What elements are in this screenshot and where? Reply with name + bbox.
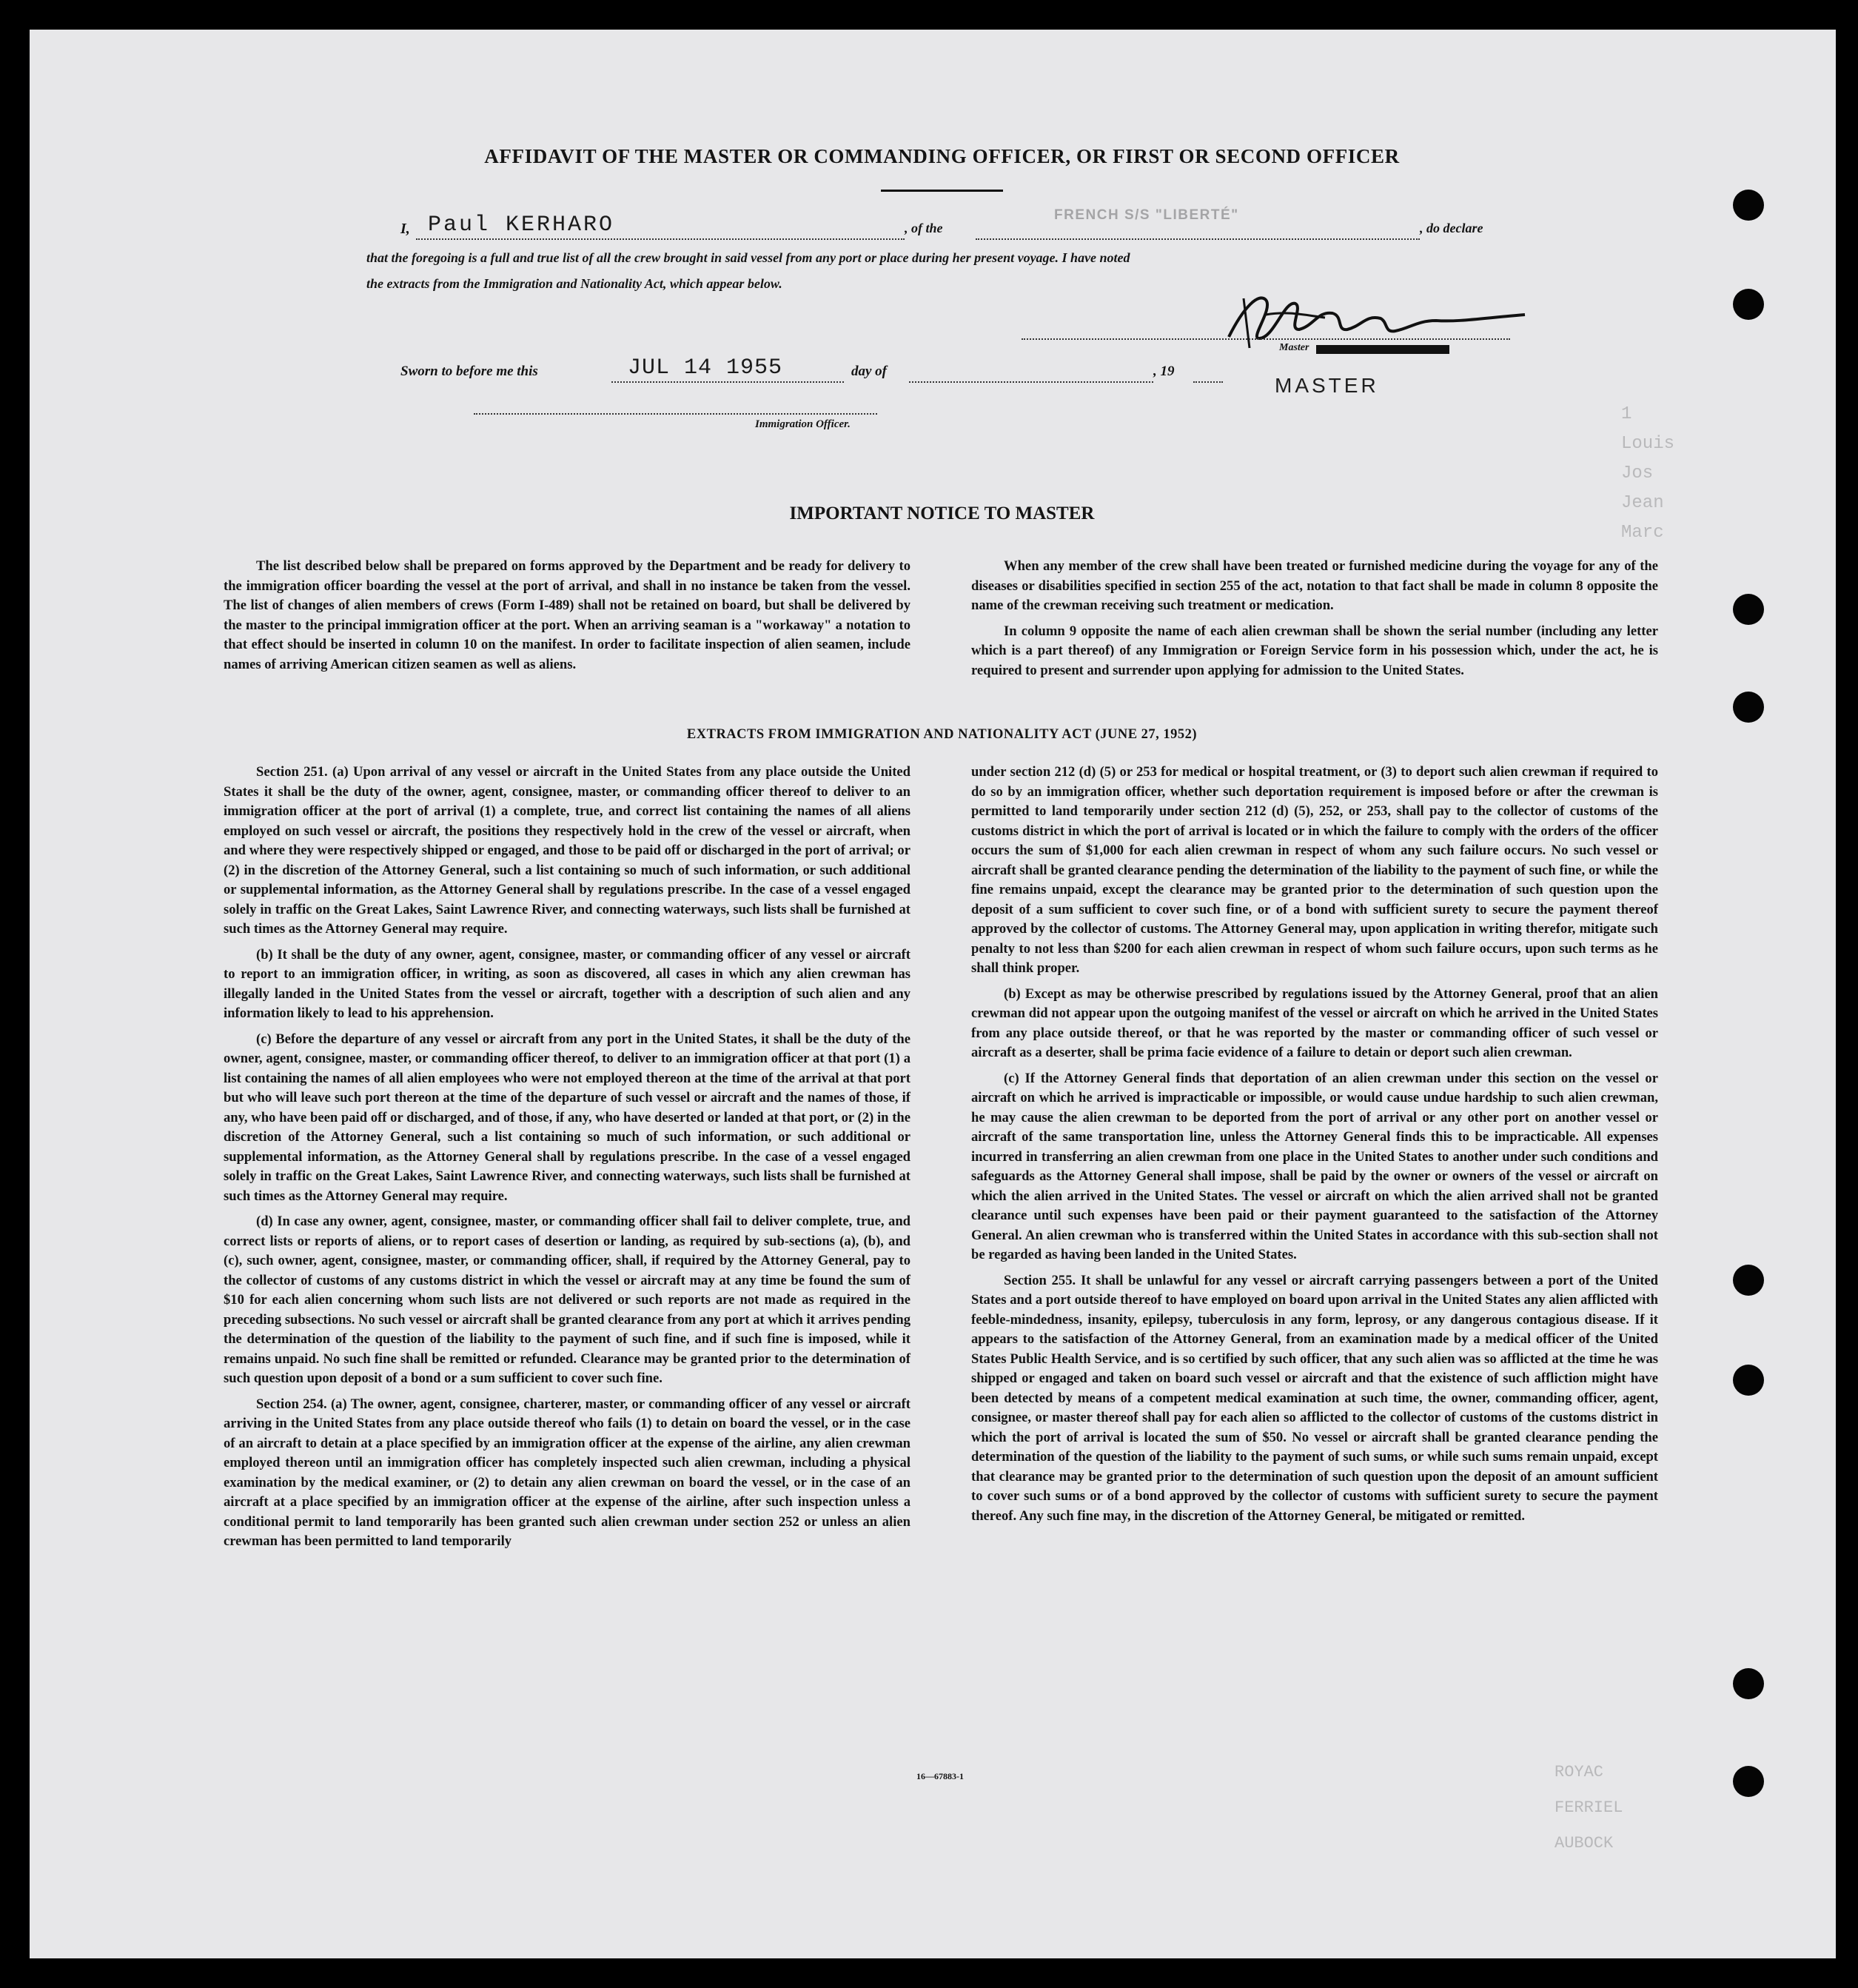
strikeout-mark <box>1316 345 1449 354</box>
year-label: , 19 <box>1153 364 1175 379</box>
notice-heading: IMPORTANT NOTICE TO MASTER <box>789 503 1095 523</box>
name-line <box>416 238 905 240</box>
i-label: I, <box>400 221 410 237</box>
declare-label: , do declare <box>1420 221 1483 235</box>
master-stamp: MASTER <box>1275 374 1379 397</box>
vessel-name: FRENCH S/S "LIBERTÉ" <box>1054 207 1239 223</box>
title-rule <box>881 190 1003 192</box>
punch-hole-6 <box>1733 1365 1764 1396</box>
immigration-officer-line <box>474 413 877 415</box>
punch-hole-3 <box>1733 594 1764 625</box>
bleed-through-marks: 1 Louis Jos Jean Marc <box>1621 404 1675 543</box>
of-the-label: , of the <box>905 221 943 235</box>
signature-line <box>1022 338 1510 340</box>
section-254-c: (c) If the Attorney General finds that deportation of an alien crewman under this section on the vessel or aircraft on which he arrived is impracticable or impossible, or would cause undue hardship to such alien crewman, he may cause the alien crewman to be deported from the port of arrival or any other port on another vessel or aircraft of the same transportation line, unless the Attorney General finds this to be impracticable. All expenses incurred in transferring an alien crewman from one place in the United States to another under such conditions and safeguards as the Attorney General shall impose, shall be paid by the owner or owners of the vessel or aircraft on which the alien arrived in the United States. The vessel or aircraft on which the alien arrived shall not be granted clearance until such expenses have been paid or their payment guaranteed to the satisfaction of the Attorney General. An alien crewman who is transferred within the United States in accordance with this sub-section shall not be regarded as having been landed in the United States. <box>971 1070 1658 1262</box>
sworn-date-line <box>611 381 844 383</box>
day-of-line <box>909 381 1153 383</box>
master-name: Paul KERHARO <box>428 212 615 238</box>
vessel-line <box>976 238 1420 240</box>
notice-left-column <box>224 557 910 675</box>
section-254-a: Section 254. (a) The owner, agent, consignee, charterer, master, or commanding officer of any vessel or aircraft arriving in the United States from any place outside thereof who fails (1) to detain on board the vessel, or in the case of an aircraft to detain at a place specified by an immigration officer at the expense of the airline, any alien crewman employed thereon until an immigration officer has completely inspected such alien crewman, including a physical examination by the medical examiner, or (2) to detain any alien crewman on board the vessel, or in the case of an aircraft at a place specified by an immigration officer at the expense of the airline, after such inspection unless a conditional permit to land temporarily has been granted such alien crewman under section 252 or unless an alien crewman has been permitted to land temporarily <box>224 1396 910 1549</box>
extracts-right-column <box>971 763 1658 1526</box>
extracts-heading: EXTRACTS FROM IMMIGRATION AND NATIONALITY ACT (JUNE 27, 1952) <box>686 727 1198 742</box>
immigration-officer-label: Immigration Officer. <box>755 418 851 430</box>
section-255: Section 255. It shall be unlawful for any vessel or aircraft carrying passengers between a port of the United States and a port outside thereof to have employed on board upon arrival in the United States any alien afflicted with feeble-mindedness, insanity, epilepsy, tuberculosis in any form, leprosy, or any dangerous contagious disease. If it appears to the satisfaction of the Attorney General, from an examination made by a medical officer of the United States Public Health Service, and is so certified by such officer, that any such alien was so afflicted at the time he was shipped or engaged and taken on board such vessel or aircraft and that the existence of such affliction might have been detected by means of a competent medical examination at such time, the owner, commanding officer, agent, consignee, or master thereof shall pay for each alien so afflicted to the collector of customs of the customs district in which the port of arrival is located the sum of $50. No vessel or aircraft shall be granted clearance pending the determination of the question of the liability to the payment of such sums, or while such sums remain unpaid, except that clearance may be granted prior to the determination of such question upon the deposit of an amount sufficient to cover such sums or of a bond approved by the collector of customs with sufficient surety to secure the payment thereof. Any such fine may, in the discretion of the Attorney General, be mitigated or remitted. <box>971 1272 1658 1524</box>
bleed-through-bottom: ROYAC FERRIEL AUBOCK <box>1555 1763 1623 1853</box>
declaration-line-3: the extracts from the Immigration and Nationality Act, which appear below. <box>366 276 782 291</box>
punch-hole-4 <box>1733 692 1764 723</box>
declaration-line-2: that the foregoing is a full and true list of all the crew brought in said vessel from any port or place during her present voyage. I have noted <box>366 250 1130 265</box>
master-label: Master <box>1279 342 1309 353</box>
notice-right-paragraph-1: When any member of the crew shall have been treated or furnished medicine during the voyage for any of the diseases or disabilities specified in section 255 of the act, notation to that fact shall be made in column 8 opposite the name of the crewman receiving such treatment or medication. <box>971 558 1658 613</box>
punch-hole-7 <box>1733 1668 1764 1699</box>
notice-right-paragraph-2: In column 9 opposite the name of each alien crewman shall be shown the serial number (including any letter which is a part thereof) of any Immigration or Foreign Service form in his possession which, under the act, he is required to present and surrender upon applying for admission to the United States. <box>971 623 1658 678</box>
notice-left-paragraph: The list described below shall be prepared on forms approved by the Department and be ready for delivery to the immigration officer boarding the vessel at the port of arrival, and shall in no instance be taken from the vessel. The list of changes of alien members of crews (Form I-489) shall not be retained on board, but shall be delivered by the master to the principal immigration officer at the port. When an arriving seaman is a "workaway" a notation to that effect should be inserted in column 10 on the manifest. In order to facilitate inspection of alien seamen, include names of arriving American citizen seamen as well as aliens. <box>224 558 910 672</box>
section-251-c: (c) Before the departure of any vessel or aircraft from any port in the United States, it shall be the duty of the owner, agent, consignee, master, or commanding officer thereof, to deliver to an immigration officer at that port (1) a list containing the names of all alien employees who were not employed thereon at the time of the arrival at that port but who will leave such port thereon at the time of the departure of such vessel or aircraft and the names of those, if any, who have been paid off or discharged, and of those, if any, who have deserted or landed at that port, or (2) in the discretion of the Attorney General, such a list containing so much of such information, or such additional or supplemental information, as the Attorney General shall by regulations prescribe. In the case of a vessel engaged solely in traffic on the Great Lakes, Saint Lawrence River, and connecting waterways, such lists shall be furnished at such times as the Attorney General may require. <box>224 1031 910 1204</box>
section-251-d: (d) In case any owner, agent, consignee, master, or commanding officer shall fail to deliver complete, true, and correct lists or reports of aliens, or to report cases of desertion or landing, as required by sub-sections (a), (b), and (c), such owner, agent, consignee, master, or commanding officer, shall, if required by the Attorney General, pay to the collector of customs of any customs district in which the vessel or aircraft may at any time be found the sum of $10 for each alien concerning whom such lists are not delivered or such reports are not made as required in the preceding subsections. No such vessel or aircraft shall be granted clearance from any port at which it arrives pending the determination of the question of the liability to the payment of such fine, and if such fine is imposed, while it remains unpaid. No such fine shall be remitted or refunded. Clearance may be granted prior to the determination of such question upon deposit of a bond or a sum sufficient to cover such fine. <box>224 1214 910 1386</box>
punch-hole-1 <box>1733 190 1764 221</box>
section-251-a: Section 251. (a) Upon arrival of any vessel or aircraft in the United States from any place outside the United States it shall be the duty of the owner, agent, consignee, master, or commanding officer thereof to deliver to an immigration officer at the port of arrival (1) a complete, true, and correct list containing the names of all aliens employed on such vessel or aircraft, the positions they respectively hold in the crew of the vessel or aircraft, when and where they were respectively shipped or engaged, and those to be paid off or discharged in the port of arrival; or (2) in the discretion of the Attorney General, such a list containing so much of such information, or such additional or supplemental information, as the Attorney General shall by regulations prescribe. In the case of a vessel engaged solely in traffic on the Great Lakes, Saint Lawrence River, and connecting waterways, such lists shall be furnished at such times as the Attorney General may require. <box>224 764 910 937</box>
section-251-b: (b) It shall be the duty of any owner, agent, consignee, master, or commanding officer of any vessel or aircraft to report to an immigration officer, in writing, as soon as discovered, all cases in which any alien crewman has illegally landed in the United States from the vessel or aircraft, together with a description of such alien and any information likely to lead to his apprehension. <box>224 946 910 1021</box>
section-254-a-continued: under section 212 (d) (5) or 253 for medical or hospital treatment, or (3) to deport such alien crewman if required to do so by an immigration officer, whether such deportation requirement is imposed before or after the crewman is permitted to land temporarily under section 212 (d) (5), 252, or 253, shall pay to the collector of customs of the customs district in which the port of arrival is located or in which the failure to comply with the orders of the officer occurs the sum of $1,000 for each alien crewman in respect of whom any such failure occurs. No such vessel or aircraft shall be granted clearance pending the determination of the liability to the payment of such fine, or while the fine remains unpaid, except the clearance may be granted prior to the determination of such question upon the deposit of a sum sufficient to cover such fine, or of a bond with sufficient surety to secure the payment thereof approved by the collector of customs. The Attorney General may, upon application in writing therefor, mitigate such penalty to not less than $200 for each alien crewman in respect of whom such failure occurs, upon such terms as he shall think proper. <box>971 764 1658 976</box>
year-line <box>1193 381 1223 383</box>
punch-hole-8 <box>1733 1766 1764 1797</box>
notice-right-column <box>971 557 1658 680</box>
punch-hole-2 <box>1733 289 1764 320</box>
affidavit-title: AFFIDAVIT OF THE MASTER OR COMMANDING OFFICER, OR FIRST OR SECOND OFFICER <box>484 145 1400 167</box>
sworn-label: Sworn to before me this <box>400 364 538 379</box>
sworn-date: JUL 14 1955 <box>628 355 783 381</box>
extracts-left-column <box>224 763 910 1552</box>
day-of-label: day of <box>851 364 888 379</box>
section-254-b: (b) Except as may be otherwise prescribed by regulations issued by the Attorney General, proof that an alien crewman did not appear upon the outgoing manifest of the vessel or aircraft on which he arrived in the United States from any place outside thereof, or that he was reported by the master or commanding officer of such vessel or aircraft as a deserter, shall be prima facie evidence of a failure to detain or deport such alien crewman. <box>971 985 1658 1060</box>
punch-hole-5 <box>1733 1265 1764 1296</box>
form-code: 16—67883-1 <box>916 1771 964 1781</box>
